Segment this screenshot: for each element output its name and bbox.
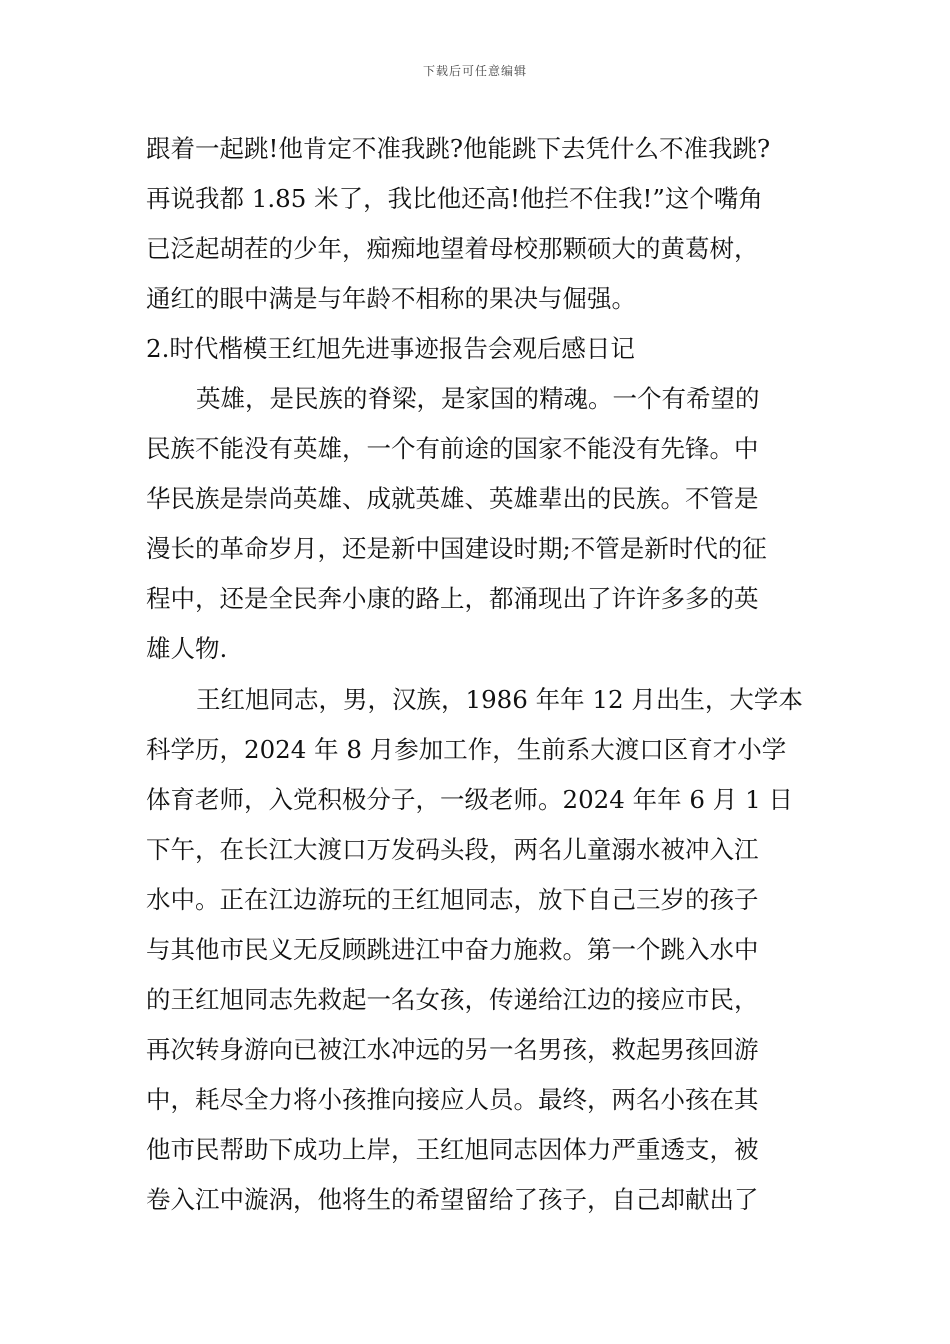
paragraph-line: 体育老师，入党积极分子，一级老师。2024 年年 6 月 1 日 [146, 785, 793, 814]
paragraph-line: 跟着一起跳!他肯定不准我跳?他能跳下去凭什么不准我跳? [146, 134, 771, 163]
page-header: 下载后可任意编辑 [422, 64, 527, 78]
paragraph-line: 已泛起胡茬的少年，痴痴地望着母校那颗硕大的黄葛树， [146, 234, 759, 263]
paragraph-line: 他市民帮助下成功上岸，王红旭同志因体力严重透支，被 [146, 1135, 759, 1164]
paragraph-line: 漫长的革命岁月，还是新中国建设时期;不管是新时代的征 [146, 534, 767, 563]
paragraph-line: 通红的眼中满是与年龄不相称的果决与倔强。 [146, 284, 636, 313]
paragraph-line: 科学历，2024 年 8 月参加工作，生前系大渡口区育才小学 [146, 735, 787, 764]
paragraph-line: 民族不能没有英雄，一个有前途的国家不能没有先锋。中 [146, 434, 759, 463]
paragraph-line: 英雄，是民族的脊梁，是家国的精魂。一个有希望的 [196, 384, 760, 413]
paragraph-line: 华民族是崇尚英雄、成就英雄、英雄辈出的民族。不管是 [146, 484, 759, 513]
paragraph-line: 程中，还是全民奔小康的路上，都涌现出了许许多多的英 [146, 584, 759, 613]
paragraph-line: 的王红旭同志先救起一名女孩，传递给江边的接应市民， [146, 985, 759, 1014]
paragraph-line: 与其他市民义无反顾跳进江中奋力施救。第一个跳入水中 [146, 935, 759, 964]
paragraph-line: 水中。正在江边游玩的王红旭同志，放下自己三岁的孩子 [146, 885, 759, 914]
paragraph-line: 下午，在长江大渡口万发码头段，两名儿童溺水被冲入江 [146, 835, 759, 864]
paragraph-line: 再次转身游向已被江水冲远的另一名男孩，救起男孩回游 [146, 1035, 759, 1064]
paragraph-line: 再说我都 1.85 米了，我比他还高!他拦不住我!”这个嘴角 [146, 184, 763, 213]
paragraph-line: 雄人物. [146, 634, 228, 663]
section-heading: 2.时代楷模王红旭先进事迹报告会观后感日记 [146, 334, 635, 363]
paragraph-line: 王红旭同志，男，汉族，1986 年年 12 月出生，大学本 [196, 685, 803, 714]
paragraph-line: 卷入江中漩涡，他将生的希望留给了孩子，自己却献出了 [146, 1185, 759, 1214]
paragraph-line: 中，耗尽全力将小孩推向接应人员。最终，两名小孩在其 [146, 1085, 759, 1114]
